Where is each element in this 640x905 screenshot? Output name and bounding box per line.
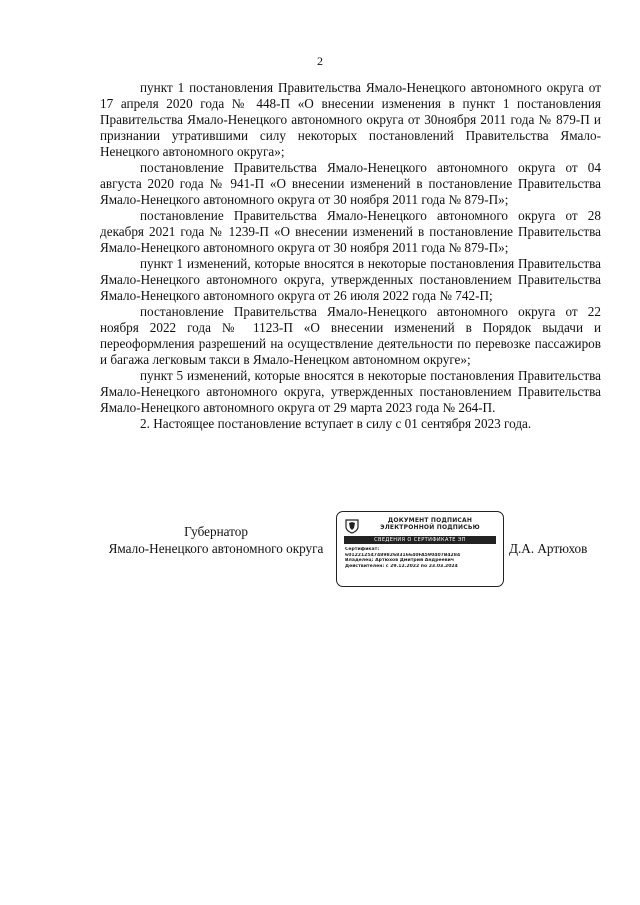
stamp-header [363,517,497,531]
stamp-owner: Владелец: Артюхов Дмитрий Андреевич [345,558,455,564]
document-body [100,80,601,432]
stamp-validity: Действителен: с 29.12.2022 по 23.03.2024 [345,563,458,569]
coat-of-arms-icon [345,519,359,534]
paragraph-264p: пункт 5 изменений, которые вносятся в некоторые постановления Правительства Ямало-Ненецкого автономного округа, утвержденных постановлением Правительства Ямало-Ненецкого автономного округа от 29 марта 2023 года № 264-П. [100,368,601,415]
paragraph-742p: пункт 1 изменений, которые вносятся в некоторые постановления Правительства Ямало-Ненецкого автономного округа, утвержденных постановлением Правительства Ямало-Ненецкого автономного округа от 26 июля 2022 года № 742-П; [100,256,601,303]
stamp-cert-bar: СВЕДЕНИЯ О СЕРТИФИКАТЕ ЭП [344,536,496,544]
paragraph-448p: пункт 1 постановления Правительства Ямало-Ненецкого автономного округа от 17 апреля 2020 года № 448-П «О внесении изменения в пункт 1 постановления Правительства Ямало-Ненецкого автономного округа от 30ноября 2011 года № 879-П и признании утратившими силу некоторых постановлений Правительства Ямало-Ненецкого автономного округа»; [100,80,601,159]
stamp-header-line1: ДОКУМЕНТ ПОДПИСАН [387,517,473,524]
page-number: 2 [317,54,323,68]
electronic-signature-stamp [336,511,504,587]
signatory-title-line2: Ямало-Ненецкого автономного округа [108,541,324,556]
signatory-title [100,523,332,557]
paragraph-941p: постановление Правительства Ямало-Ненецкого автономного округа от 04 августа 2020 года № 941-П «О внесении изменений в постановление Правительства Ямало-Ненецкого автономного округа от 30 ноября 2011 года № 879-П»; [100,160,601,207]
stamp-header-line2: ЭЛЕКТРОННОЙ ПОДПИСЬЮ [380,524,480,531]
stamp-cert-label: Сертификат: [345,547,380,552]
signatory-title-line1: Губернатор [184,524,248,539]
paragraph-1239p: постановление Правительства Ямало-Ненецкого автономного округа от 28 декабря 2021 года № 1239-П «О внесении изменений в постановление Правительства Ямало-Ненецкого автономного округа от 30 ноября 2011 года № 879-П»; [100,208,601,255]
stamp-cert-number: 60122125474898268316640FA590407B4284 [345,552,461,558]
paragraph-1123p: постановление Правительства Ямало-Ненецкого автономного округа от 22 ноября 2022 года № 1123-П «О внесении изменений в Порядок выдачи и переоформления разрешений на осуществление деятельности по перевозке пассажиров и багажа легковым такси в Ямало-Ненецком автономном округе»; [100,304,601,367]
paragraph-effective-date: 2. Настоящее постановление вступает в силу с 01 сентября 2023 года. [140,416,532,431]
stamp-cert-details [345,547,499,569]
signatory-name: Д.А. Артюхов [509,541,588,556]
